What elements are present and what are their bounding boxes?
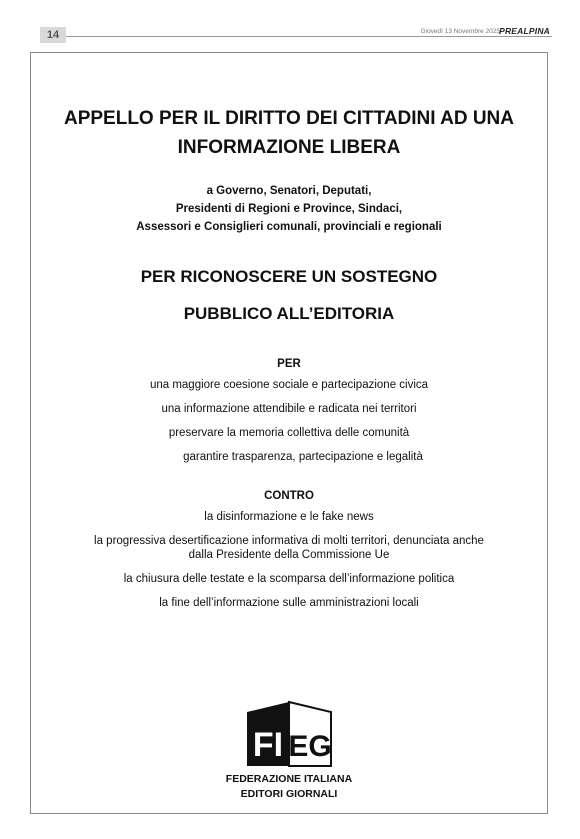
page-header — [0, 0, 580, 46]
per-item: garantire trasparenza, partecipazione e legalità — [183, 451, 423, 463]
per-heading: PER — [277, 358, 301, 370]
per-item: preservare la memoria collettiva delle comunità — [168, 427, 410, 439]
ad-subtitle-line: PUBBLICO ALL’EDITORIA — [183, 304, 395, 323]
page-number: 14 — [40, 27, 66, 43]
org-line: EDITORI GIORNALI — [240, 788, 338, 800]
publication-date: Giovedì 13 Novembre 2025 — [420, 28, 500, 35]
recipient-line: Assessori e Consiglieri comunali, provinciali e regionali — [136, 221, 442, 233]
fieg-logo-block — [30, 700, 548, 802]
header-rule — [66, 36, 552, 37]
logo-letters-right: EG — [288, 730, 332, 763]
recipient-line: a Governo, Senatori, Deputati, — [206, 185, 372, 197]
contro-item: dalla Presidente della Commissione Ue — [188, 549, 390, 561]
contro-item: la disinformazione e le fake news — [204, 511, 374, 523]
ad-title — [30, 104, 548, 162]
ad-title-line: APPELLO PER IL DIRITTO DEI CITTADINI AD UNA — [63, 108, 515, 129]
per-item: una maggiore coesione sociale e partecipazione civica — [149, 379, 429, 391]
masthead-logo: PREALPINA — [499, 26, 550, 36]
organization-name — [30, 772, 548, 802]
fieg-logo-icon — [243, 700, 335, 768]
ad-subtitle — [30, 258, 548, 332]
contro-item: la fine dell’informazione sulle amministrazioni locali — [159, 597, 419, 609]
org-line: FEDERAZIONE ITALIANA — [225, 773, 353, 785]
advertisement-content — [30, 52, 548, 620]
logo-letters-left: FI — [252, 726, 284, 764]
contro-item: la chiusura delle testate e la scomparsa dell’informazione politica — [123, 573, 455, 585]
ad-recipients — [30, 182, 548, 236]
per-item: una informazione attendibile e radicata nei territori — [161, 403, 417, 415]
ad-subtitle-line: PER RICONOSCERE UN SOSTEGNO — [140, 267, 438, 286]
contro-heading: CONTRO — [264, 490, 314, 502]
recipient-line: Presidenti di Regioni e Province, Sindaci, — [175, 203, 403, 215]
contro-item: la progressiva desertificazione informativa di molti territori, denunciata anche — [94, 535, 484, 547]
ad-title-line: INFORMAZIONE LIBERA — [177, 137, 401, 158]
